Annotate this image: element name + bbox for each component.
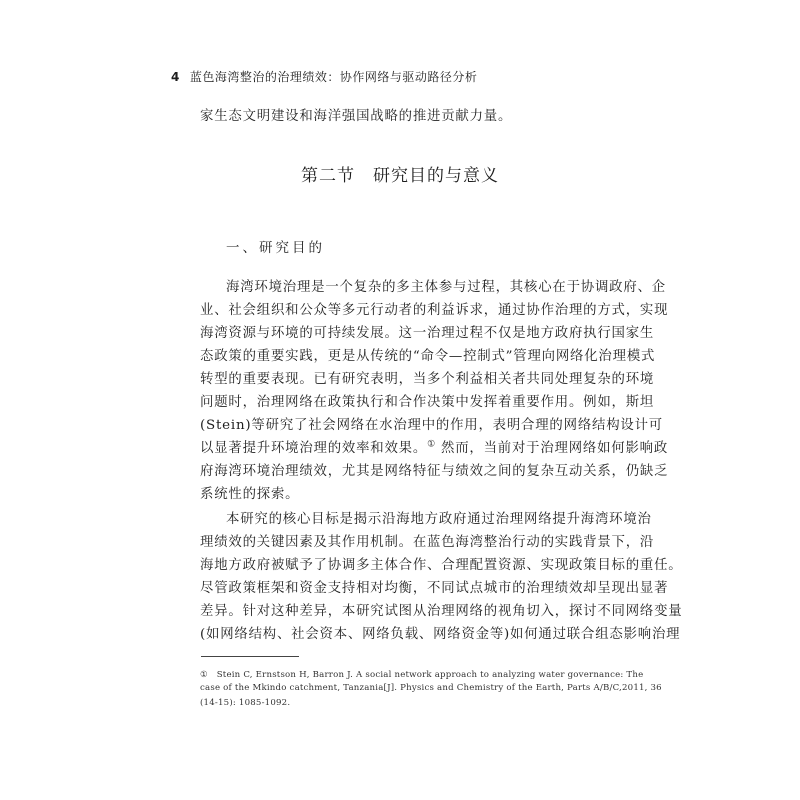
paragraph-line: 转型的重要表现。已有研究表明，当多个利益相关者共同处理复杂的环境 bbox=[200, 372, 655, 387]
paragraph-line: 府海湾环境治理绩效，尤其是网络特征与绩效之间的复杂互动关系，仍缺乏 bbox=[200, 464, 669, 479]
section-title: 第二节 研究目的与意义 bbox=[301, 166, 499, 186]
footnote-divider bbox=[201, 656, 299, 657]
paragraph-line bbox=[200, 437, 668, 456]
paragraph-line: 问题时，治理网络在政策执行和合作决策中发挥着重要作用。例如，斯坦 bbox=[200, 395, 655, 410]
paragraph-line-text: 以显著提升环境治理的效率和效果。 bbox=[200, 441, 428, 456]
footnote-line: (14-15): 1085-1092. bbox=[200, 698, 291, 708]
subheading: 一、研究目的 bbox=[226, 240, 325, 256]
paragraph-line-text: 然而，当前对于治理网络如何影响政 bbox=[441, 441, 669, 456]
paragraph-line: (如网络结构、社会资本、网络负载、网络资金等)如何通过联合组态影响治理 bbox=[200, 627, 681, 642]
running-header bbox=[171, 68, 477, 85]
footnote-ref[interactable]: ① bbox=[427, 439, 436, 450]
paragraph-line: 海湾资源与环境的可持续发展。这一治理过程不仅是地方政府执行国家生 bbox=[200, 326, 655, 341]
paragraph-line: 尽管政策框架和资金支持相对均衡，不同试点城市的治理绩效却呈现出显著 bbox=[200, 581, 669, 596]
footnote-line: case of the Mkindo catchment, Tanzania[J]. Physics and Chemistry of the Earth, Parts A/B/C,2011, 36 bbox=[200, 683, 662, 693]
paragraph-line: 系统性的探索。 bbox=[200, 487, 300, 502]
paragraph-line: 态政策的重要实践，更是从传统的“命令—控制式”管理向网络化治理模式 bbox=[200, 349, 656, 364]
paragraph-line: 理绩效的关键因素及其作用机制。在蓝色海湾整治行动的实践背景下，沿 bbox=[200, 535, 655, 550]
footnote-line: ① Stein C, Ernstson H, Barron J. A social network approach to analyzing water governance: The bbox=[200, 670, 644, 680]
paragraph-line: 海地方政府被赋予了协调多主体合作、合理配置资源、实现政策目标的重任。 bbox=[200, 558, 683, 573]
page-number: 4 bbox=[171, 70, 180, 84]
paragraph-line: 业、社会组织和公众等多元行动者的利益诉求，通过协作治理的方式，实现 bbox=[200, 303, 669, 318]
paragraph-line: 本研究的核心目标是揭示沿海地方政府通过治理网络提升海湾环境治 bbox=[226, 512, 652, 527]
paragraph-line: (Stein)等研究了社会网络在水治理中的作用，表明合理的网络结构设计可 bbox=[200, 418, 663, 433]
paragraph-line: 差异。针对这种差异，本研究试图从治理网络的视角切入，探讨不同网络变量 bbox=[200, 604, 683, 619]
intro-line: 家生态文明建设和海洋强国战略的推进贡献力量。 bbox=[200, 109, 513, 124]
paragraph-line: 海湾环境治理是一个复杂的多主体参与过程，其核心在于协调政府、企 bbox=[226, 280, 666, 295]
book-title: 蓝色海湾整治的治理绩效：协作网络与驱动路径分析 bbox=[189, 70, 478, 84]
